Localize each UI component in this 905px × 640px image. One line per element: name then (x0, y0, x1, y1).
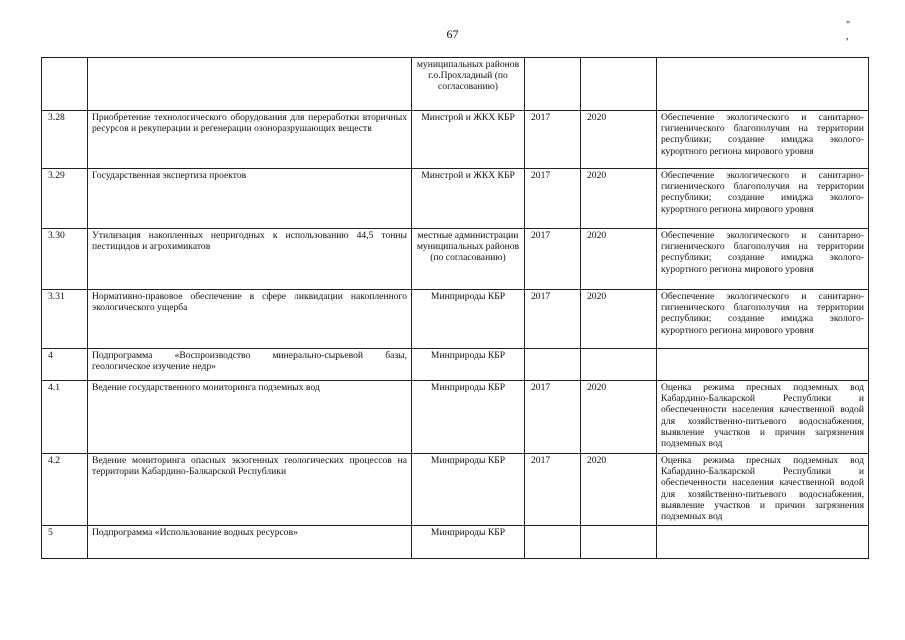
executor: Минприроды КБР (412, 454, 525, 526)
expected-result: Обеспечение экологического и санитарно-гигиенического благополучия на территории республики; создание имиджа эколого-курортного региона мирового уровня (657, 169, 869, 229)
executor: муниципальных районов г.о.Прохладный (по согласованию) (412, 58, 525, 111)
start-year: 2017 (525, 290, 581, 349)
end-year: 2020 (581, 169, 657, 229)
item-number: 3.29 (42, 169, 88, 229)
start-year: 2017 (525, 111, 581, 169)
table-row (42, 229, 869, 290)
start-year: 2017 (525, 169, 581, 229)
item-number: 4.2 (42, 454, 88, 526)
item-number: 4 (42, 349, 88, 381)
measure-name: Нормативно-правовое обеспечение в сфере ликвидации накопленного экологического ущерба (88, 290, 412, 349)
expected-result: Оценка режима пресных подземных вод Кабардино-Балкарской Республики и обеспеченности населения качественной водой для хозяйственно-питьевого водоснабжения, выявление участков и причин загрязнения подземных вод (657, 454, 869, 526)
end-year: 2020 (581, 454, 657, 526)
table-row (42, 381, 869, 454)
measure-name (88, 58, 412, 111)
end-year: 2020 (581, 290, 657, 349)
start-year: 2017 (525, 381, 581, 454)
measure-name: Подпрограмма «Использование водных ресурсов» (88, 526, 412, 559)
table-row (42, 349, 869, 381)
expected-result: Обеспечение экологического и санитарно-гигиенического благополучия на территории республики; создание имиджа эколого-курортного региона мирового уровня (657, 290, 869, 349)
measure-name: Подпрограмма «Воспроизводство минерально-сырьевой базы, геологическое изучение недр» (88, 349, 412, 381)
measure-name: Утилизация накопленных непригодных к использованию 44,5 тонны пестицидов и агрохимикатов (88, 229, 412, 290)
end-year: 2020 (581, 111, 657, 169)
corner-marks: " , (846, 20, 877, 42)
end-year (581, 349, 657, 381)
measure-name: Ведение государственного мониторинга подземных вод (88, 381, 412, 454)
start-year (525, 526, 581, 559)
measure-name: Приобретение технологического оборудования для переработки вторичных ресурсов и рекуперации и регенерации озоноразрушающих веществ (88, 111, 412, 169)
table-row (42, 58, 869, 111)
executor: Минприроды КБР (412, 349, 525, 381)
executor: Минстрой и ЖКХ КБР (412, 169, 525, 229)
executor: местные администрации муниципальных районов (по согласованию) (412, 229, 525, 290)
expected-result (657, 58, 869, 111)
item-number: 5 (42, 526, 88, 559)
item-number: 4.1 (42, 381, 88, 454)
executor: Минстрой и ЖКХ КБР (412, 111, 525, 169)
measure-name: Ведение мониторинга опасных экзогенных геологических процессов на территории Кабардино-Балкарской Республики (88, 454, 412, 526)
item-number: 3.30 (42, 229, 88, 290)
table-row (42, 526, 869, 559)
expected-result (657, 526, 869, 559)
page-number: 67 (446, 27, 459, 41)
executor: Минприроды КБР (412, 381, 525, 454)
expected-result: Обеспечение экологического и санитарно-гигиенического благополучия на территории республики; создание имиджа эколого-курортного региона мирового уровня (657, 229, 869, 290)
expected-result: Обеспечение экологического и санитарно-гигиенического благополучия на территории республики; создание имиджа эколого-курортного региона мирового уровня (657, 111, 869, 169)
start-year: 2017 (525, 229, 581, 290)
executor: Минприроды КБР (412, 526, 525, 559)
end-year: 2020 (581, 381, 657, 454)
executor: Минприроды КБР (412, 290, 525, 349)
end-year: 2020 (581, 229, 657, 290)
item-number (42, 58, 88, 111)
table-row (42, 169, 869, 229)
table-row (42, 290, 869, 349)
start-year: 2017 (525, 454, 581, 526)
end-year (581, 526, 657, 559)
expected-result (657, 349, 869, 381)
item-number: 3.28 (42, 111, 88, 169)
expected-result: Оценка режима пресных подземных вод Кабардино-Балкарской Республики и обеспеченности населения качественной водой для хозяйственно-питьевого водоснабжения, выявление участков и причин загрязнения подземных вод (657, 381, 869, 454)
measure-name: Государственная экспертиза проектов (88, 169, 412, 229)
program-measures-table (41, 57, 869, 559)
table-row (42, 454, 869, 526)
start-year (525, 58, 581, 111)
start-year (525, 349, 581, 381)
table-row (42, 111, 869, 169)
end-year (581, 58, 657, 111)
item-number: 3.31 (42, 290, 88, 349)
